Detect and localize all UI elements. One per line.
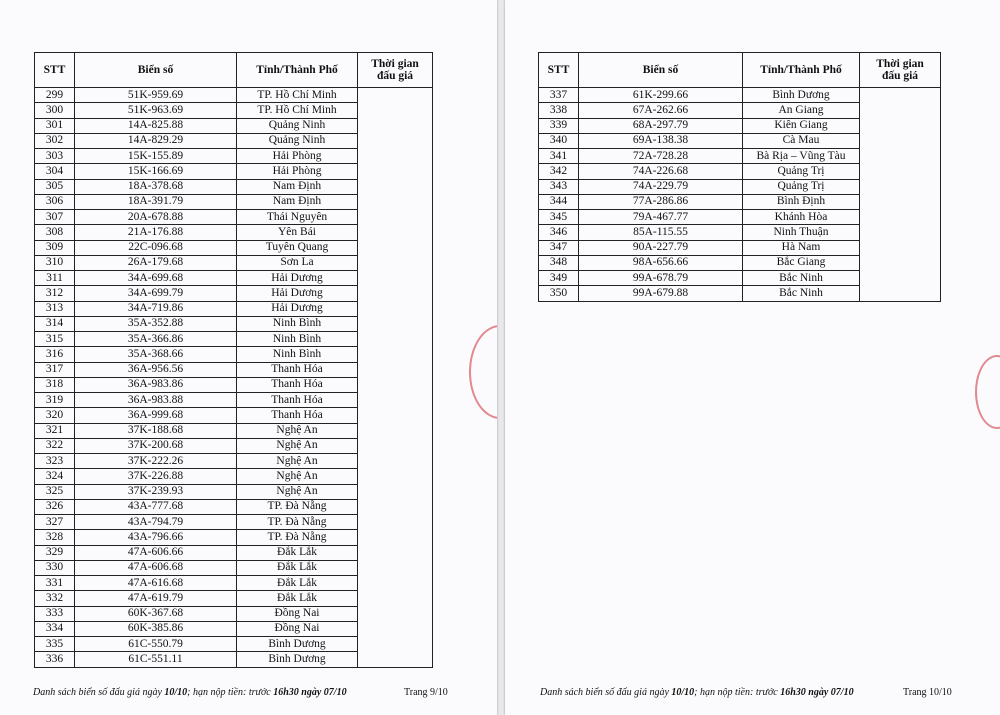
cell-province: Quảng Ninh	[237, 133, 358, 148]
cell-stt: 337	[539, 88, 579, 103]
cell-plate: 35A-366.86	[75, 332, 237, 347]
footer-deadline: 16h30 ngày 07/10	[780, 687, 854, 698]
cell-stt: 350	[539, 286, 579, 301]
cell-province: Hải Dương	[237, 271, 358, 286]
cell-stt: 303	[35, 149, 75, 164]
header-auction-time	[860, 53, 941, 88]
table-header-row	[539, 53, 941, 88]
cell-stt: 301	[35, 118, 75, 133]
cell-stt: 328	[35, 530, 75, 545]
cell-stt: 315	[35, 332, 75, 347]
cell-stt: 341	[539, 149, 579, 164]
cell-plate: 15K-155.89	[75, 149, 237, 164]
cell-plate: 74A-226.68	[579, 164, 743, 179]
cell-province: Ninh Bình	[237, 347, 358, 362]
cell-plate: 74A-229.79	[579, 179, 743, 194]
cell-stt: 310	[35, 255, 75, 270]
cell-stt: 343	[539, 179, 579, 194]
cell-plate: 61C-551.11	[75, 652, 237, 667]
cell-province: Ninh Thuận	[743, 225, 860, 240]
cell-stt: 342	[539, 164, 579, 179]
cell-stt: 324	[35, 469, 75, 484]
cell-plate: 43A-796.66	[75, 530, 237, 545]
cell-plate: 34A-719.86	[75, 301, 237, 316]
footer-middle: ; hạn nộp tiền: trước	[187, 687, 274, 698]
cell-stt: 318	[35, 377, 75, 392]
cell-province: Bình Dương	[237, 652, 358, 667]
cell-stt: 325	[35, 484, 75, 499]
cell-plate: 34A-699.79	[75, 286, 237, 301]
cell-stt: 327	[35, 515, 75, 530]
cell-province: Hải Dương	[237, 301, 358, 316]
cell-plate: 37K-239.93	[75, 484, 237, 499]
cell-stt: 308	[35, 225, 75, 240]
cell-province: Bình Định	[743, 194, 860, 209]
cell-province: Yên Bái	[237, 225, 358, 240]
cell-stt: 306	[35, 194, 75, 209]
plate-table-page-10	[538, 52, 941, 302]
cell-plate: 20A-678.88	[75, 210, 237, 225]
cell-province: Nghệ An	[237, 423, 358, 438]
cell-province: Bà Rịa – Vũng Tàu	[743, 149, 860, 164]
red-seal-stamp	[975, 355, 1000, 429]
cell-stt: 336	[35, 652, 75, 667]
cell-plate: 99A-679.88	[579, 286, 743, 301]
cell-stt: 305	[35, 179, 75, 194]
cell-stt: 339	[539, 118, 579, 133]
cell-plate: 72A-728.28	[579, 149, 743, 164]
cell-province: Quảng Trị	[743, 179, 860, 194]
footer-auction-date: 10/10	[164, 687, 188, 698]
cell-stt: 332	[35, 591, 75, 606]
cell-stt: 323	[35, 454, 75, 469]
cell-stt: 317	[35, 362, 75, 377]
cell-plate: 21A-176.88	[75, 225, 237, 240]
cell-province: Đắk Lắk	[237, 560, 358, 575]
cell-stt: 344	[539, 194, 579, 209]
cell-province: Thanh Hóa	[237, 362, 358, 377]
cell-province: Sơn La	[237, 255, 358, 270]
cell-stt: 338	[539, 103, 579, 118]
cell-stt: 314	[35, 316, 75, 331]
cell-plate: 37K-226.88	[75, 469, 237, 484]
page-number-9: Trang 9/10	[404, 687, 448, 698]
cell-auction-time	[358, 88, 433, 668]
footer-prefix: Danh sách biển số đấu giá ngày	[33, 687, 165, 698]
cell-plate: 43A-777.68	[75, 499, 237, 514]
page-number-10: Trang 10/10	[903, 687, 952, 698]
footer-note-page-9	[33, 687, 347, 698]
cell-stt: 302	[35, 133, 75, 148]
header-stt: STT	[35, 53, 75, 88]
cell-province: Thanh Hóa	[237, 393, 358, 408]
cell-plate: 90A-227.79	[579, 240, 743, 255]
cell-province: Nghệ An	[237, 469, 358, 484]
cell-plate: 35A-368.66	[75, 347, 237, 362]
cell-plate: 47A-606.68	[75, 560, 237, 575]
header-province: Tỉnh/Thành Phố	[237, 53, 358, 88]
cell-plate: 51K-963.69	[75, 103, 237, 118]
cell-plate: 36A-983.86	[75, 377, 237, 392]
cell-stt: 320	[35, 408, 75, 423]
cell-plate: 47A-606.66	[75, 545, 237, 560]
table-body-page-10	[539, 88, 941, 302]
cell-stt: 348	[539, 255, 579, 270]
cell-plate: 26A-179.68	[75, 255, 237, 270]
cell-stt: 333	[35, 606, 75, 621]
cell-stt: 347	[539, 240, 579, 255]
table-header-row	[35, 53, 433, 88]
cell-plate: 61C-550.79	[75, 637, 237, 652]
cell-stt: 312	[35, 286, 75, 301]
cell-province: Nghệ An	[237, 438, 358, 453]
cell-stt: 304	[35, 164, 75, 179]
header-plate: Biển số	[579, 53, 743, 88]
table-row	[539, 88, 941, 103]
cell-stt: 311	[35, 271, 75, 286]
cell-province: TP. Đà Nẵng	[237, 499, 358, 514]
document-page-10	[505, 0, 1000, 715]
cell-plate: 43A-794.79	[75, 515, 237, 530]
cell-plate: 35A-352.88	[75, 316, 237, 331]
cell-plate: 98A-656.66	[579, 255, 743, 270]
cell-stt: 313	[35, 301, 75, 316]
header-plate: Biển số	[75, 53, 237, 88]
footer-prefix: Danh sách biển số đấu giá ngày	[540, 687, 672, 698]
cell-stt: 329	[35, 545, 75, 560]
cell-plate: 85A-115.55	[579, 225, 743, 240]
footer-note-page-10	[540, 687, 854, 698]
cell-province: Đắk Lắk	[237, 545, 358, 560]
table-row	[35, 88, 433, 103]
cell-plate: 15K-166.69	[75, 164, 237, 179]
cell-plate: 79A-467.77	[579, 210, 743, 225]
cell-plate: 36A-999.68	[75, 408, 237, 423]
header-time-line1: Thời gian	[371, 58, 419, 70]
cell-plate: 47A-616.68	[75, 576, 237, 591]
cell-plate: 37K-188.68	[75, 423, 237, 438]
cell-plate: 34A-699.68	[75, 271, 237, 286]
cell-province: Kiên Giang	[743, 118, 860, 133]
cell-plate: 18A-391.79	[75, 194, 237, 209]
cell-province: Hà Nam	[743, 240, 860, 255]
cell-plate: 60K-385.86	[75, 621, 237, 636]
footer-middle: ; hạn nộp tiền: trước	[694, 687, 781, 698]
cell-plate: 22C-096.68	[75, 240, 237, 255]
document-page-9	[0, 0, 497, 715]
header-time-line1: Thời gian	[876, 58, 924, 70]
cell-province: Bắc Ninh	[743, 271, 860, 286]
cell-plate: 37K-200.68	[75, 438, 237, 453]
cell-province: Quảng Trị	[743, 164, 860, 179]
cell-province: Khánh Hòa	[743, 210, 860, 225]
table-body-page-9	[35, 88, 433, 668]
cell-province: Bắc Giang	[743, 255, 860, 270]
cell-stt: 345	[539, 210, 579, 225]
cell-province: Quảng Ninh	[237, 118, 358, 133]
header-province: Tỉnh/Thành Phố	[743, 53, 860, 88]
cell-auction-time	[860, 88, 941, 302]
plate-table-page-9	[34, 52, 433, 668]
cell-plate: 14A-829.29	[75, 133, 237, 148]
cell-province: Bình Dương	[743, 88, 860, 103]
cell-province: Ninh Bình	[237, 332, 358, 347]
cell-plate: 14A-825.88	[75, 118, 237, 133]
cell-stt: 335	[35, 637, 75, 652]
cell-province: Nam Định	[237, 179, 358, 194]
cell-stt: 331	[35, 576, 75, 591]
cell-province: Nghệ An	[237, 454, 358, 469]
cell-province: Đồng Nai	[237, 606, 358, 621]
cell-province: TP. Hồ Chí Minh	[237, 103, 358, 118]
cell-stt: 316	[35, 347, 75, 362]
cell-stt: 309	[35, 240, 75, 255]
cell-stt: 319	[35, 393, 75, 408]
cell-province: Hải Phòng	[237, 149, 358, 164]
cell-province: Tuyên Quang	[237, 240, 358, 255]
header-time-line2: đấu giá	[376, 70, 414, 82]
cell-stt: 326	[35, 499, 75, 514]
footer-deadline: 16h30 ngày 07/10	[273, 687, 347, 698]
header-time-line2: đấu giá	[881, 70, 919, 82]
cell-plate: 68A-297.79	[579, 118, 743, 133]
cell-stt: 307	[35, 210, 75, 225]
cell-province: Đồng Nai	[237, 621, 358, 636]
cell-province: TP. Hồ Chí Minh	[237, 88, 358, 103]
cell-province: Bình Dương	[237, 637, 358, 652]
cell-stt: 321	[35, 423, 75, 438]
cell-province: TP. Đà Nẵng	[237, 515, 358, 530]
cell-province: Cà Mau	[743, 133, 860, 148]
header-stt: STT	[539, 53, 579, 88]
cell-stt: 322	[35, 438, 75, 453]
cell-province: Nam Định	[237, 194, 358, 209]
cell-stt: 349	[539, 271, 579, 286]
cell-plate: 61K-299.66	[579, 88, 743, 103]
cell-province: An Giang	[743, 103, 860, 118]
cell-stt: 300	[35, 103, 75, 118]
cell-plate: 77A-286.86	[579, 194, 743, 209]
header-auction-time	[358, 53, 433, 88]
cell-province: Thái Nguyên	[237, 210, 358, 225]
cell-plate: 60K-367.68	[75, 606, 237, 621]
cell-stt: 334	[35, 621, 75, 636]
cell-province: Nghệ An	[237, 484, 358, 499]
cell-stt: 340	[539, 133, 579, 148]
cell-plate: 36A-956.56	[75, 362, 237, 377]
cell-province: Thanh Hóa	[237, 377, 358, 392]
cell-plate: 36A-983.88	[75, 393, 237, 408]
cell-plate: 37K-222.26	[75, 454, 237, 469]
cell-province: Thanh Hóa	[237, 408, 358, 423]
footer-auction-date: 10/10	[671, 687, 695, 698]
cell-plate: 51K-959.69	[75, 88, 237, 103]
cell-stt: 330	[35, 560, 75, 575]
cell-plate: 67A-262.66	[579, 103, 743, 118]
cell-stt: 346	[539, 225, 579, 240]
red-seal-stamp	[469, 325, 497, 419]
cell-plate: 47A-619.79	[75, 591, 237, 606]
cell-province: Hải Dương	[237, 286, 358, 301]
cell-province: Hải Phòng	[237, 164, 358, 179]
cell-province: Đắk Lắk	[237, 591, 358, 606]
cell-province: Ninh Bình	[237, 316, 358, 331]
cell-province: Đắk Lắk	[237, 576, 358, 591]
cell-province: TP. Đà Nẵng	[237, 530, 358, 545]
cell-stt: 299	[35, 88, 75, 103]
cell-plate: 18A-378.68	[75, 179, 237, 194]
cell-province: Bắc Ninh	[743, 286, 860, 301]
cell-plate: 69A-138.38	[579, 133, 743, 148]
cell-plate: 99A-678.79	[579, 271, 743, 286]
